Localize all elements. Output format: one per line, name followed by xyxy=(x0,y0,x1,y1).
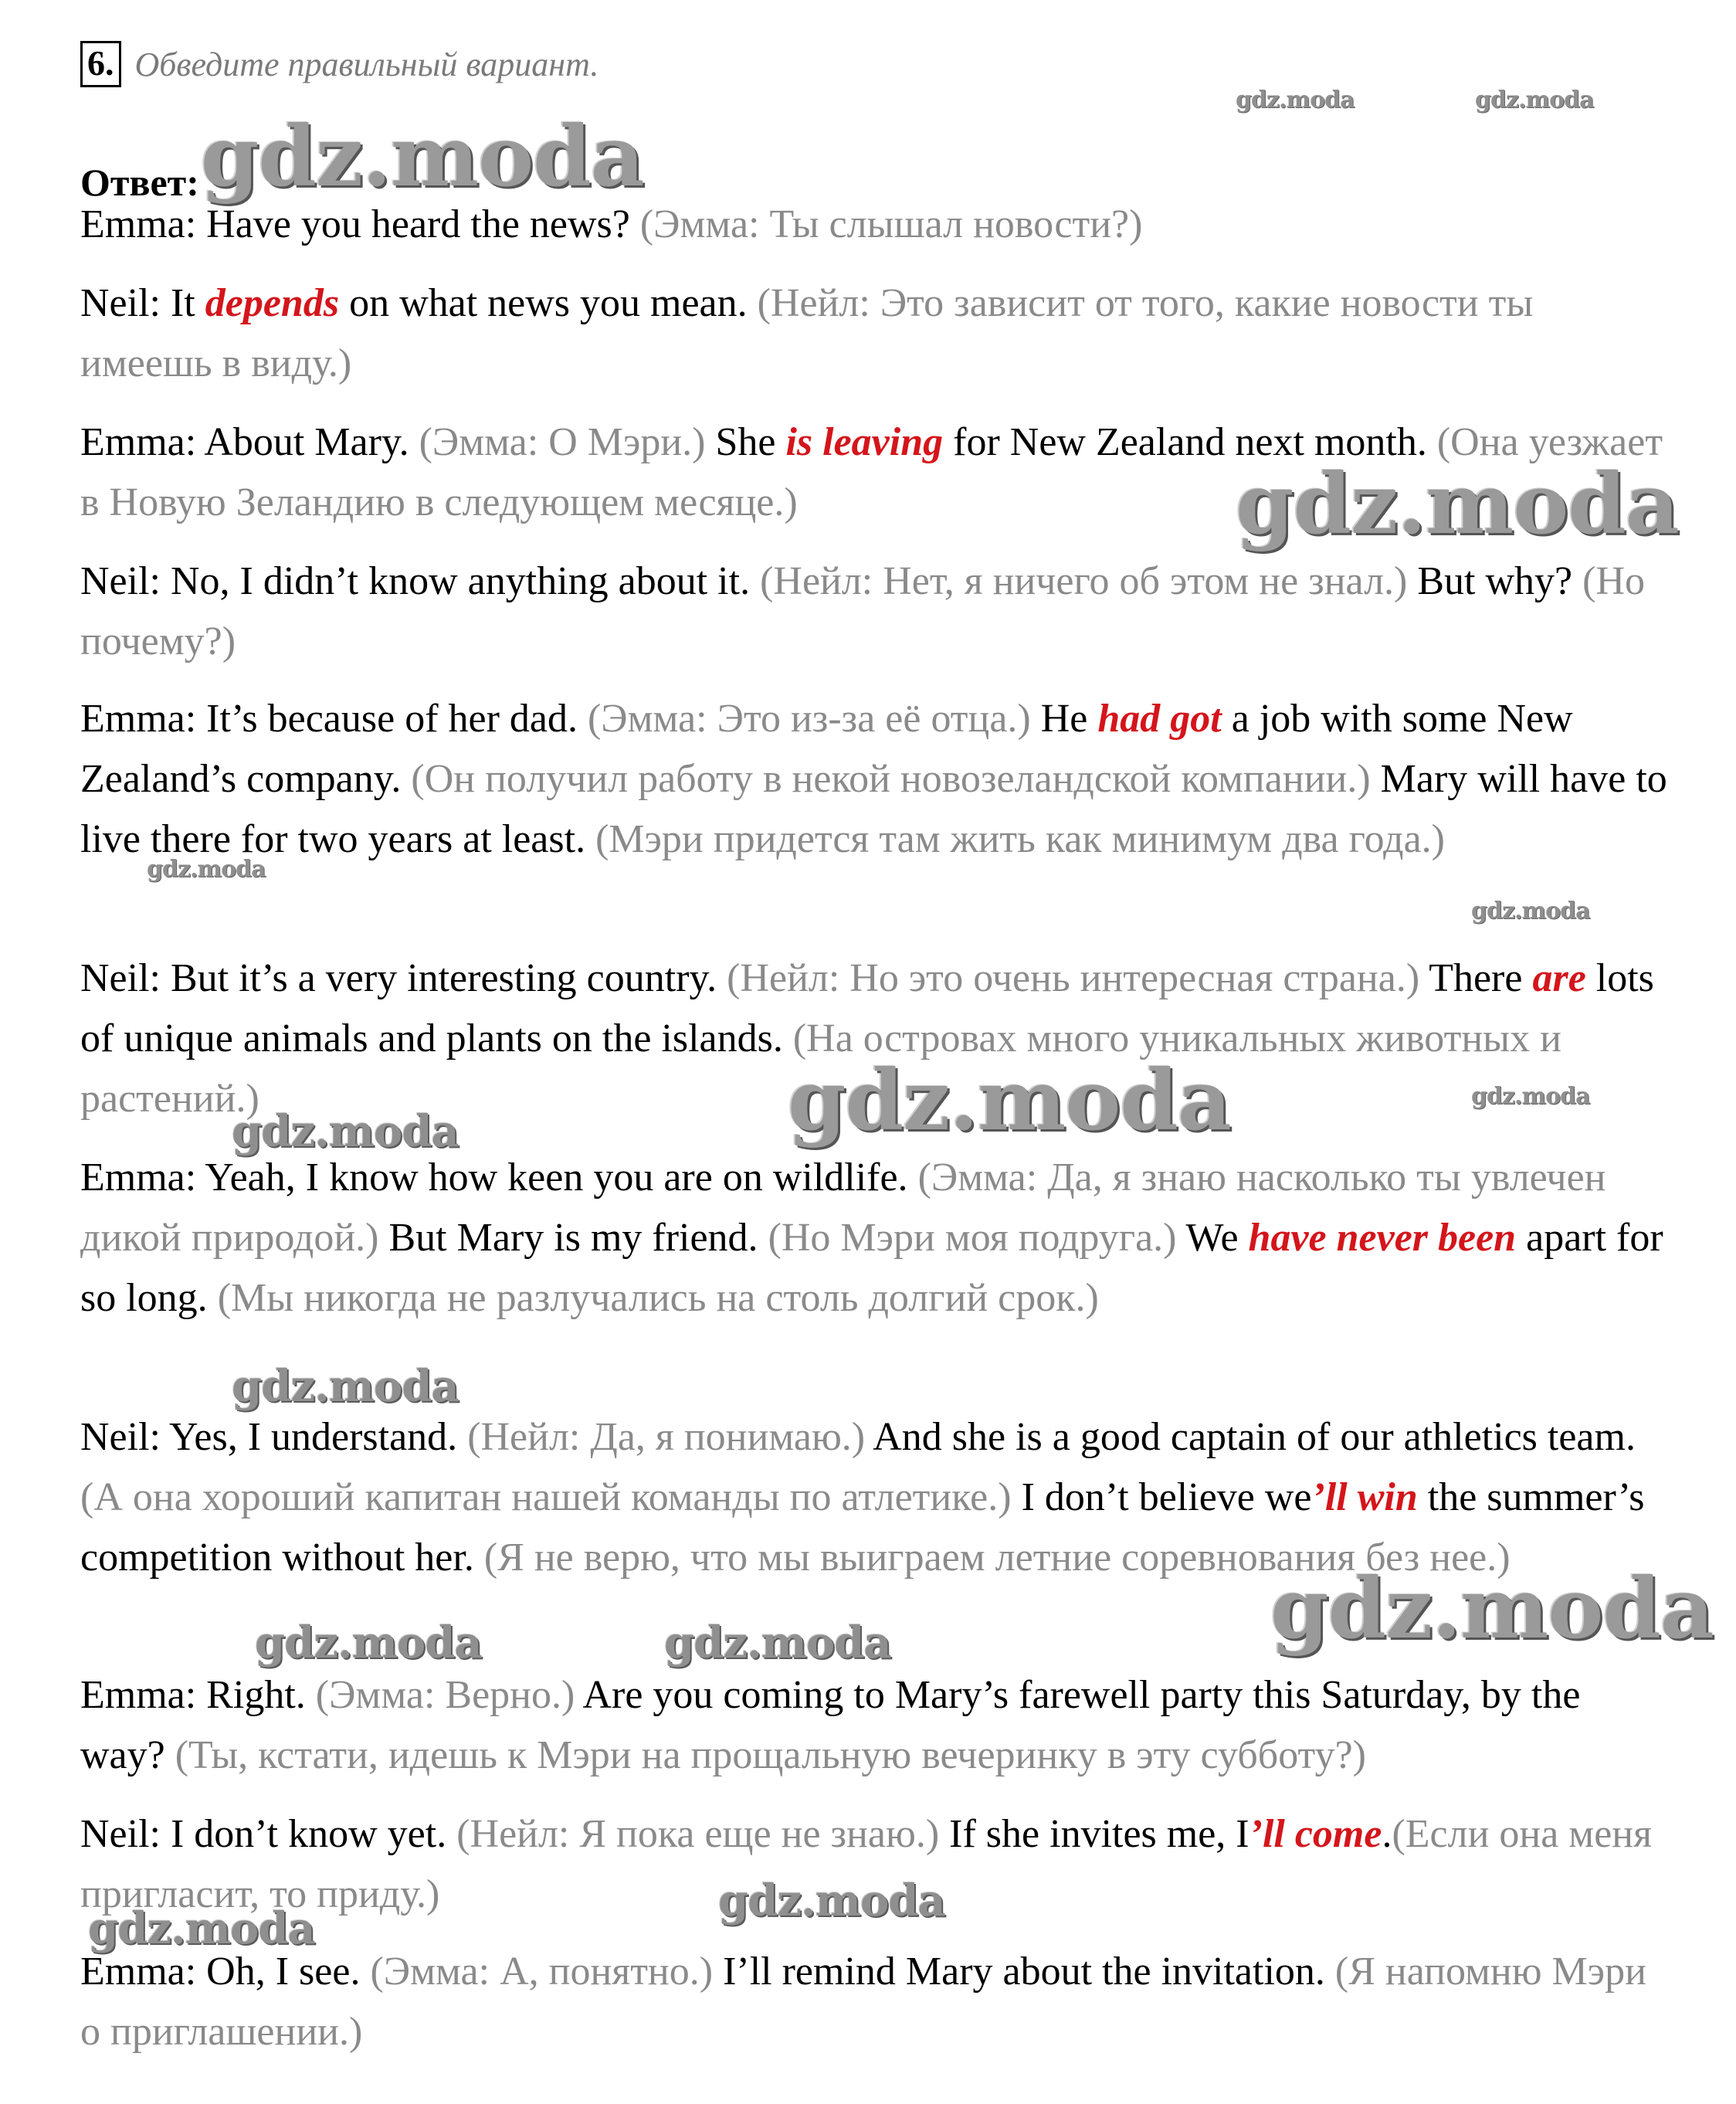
watermark-logo: gdz.moda xyxy=(1471,898,1590,925)
watermark-logo: gdz.moda xyxy=(1236,456,1679,553)
dialogue-text: But why? xyxy=(1407,559,1583,603)
translation-text: (Эмма: А, понятно.) xyxy=(370,1950,714,1994)
dialogue-text: But Mary is my friend. xyxy=(378,1216,768,1260)
dialogue-text: . xyxy=(1382,1812,1392,1856)
translation-text: (На островах много уникальных животных и растений.) xyxy=(80,1016,1561,1121)
answer-highlight: ’ll win xyxy=(1311,1475,1418,1519)
answer-label: Ответ: xyxy=(80,161,199,204)
dialogue-text: Neil: But it’s a very interesting country. xyxy=(80,956,727,1000)
translation-text: (Мэри придется там жить как минимум два года.) xyxy=(595,817,1445,861)
translation-text: (Мы никогда не разлучались на столь долгий срок.) xyxy=(217,1276,1099,1320)
answer-highlight: have never been xyxy=(1248,1216,1517,1260)
dialogue-text: Are you coming to Mary’s farewell party this Saturday, by the way? xyxy=(80,1673,1581,1777)
dialogue-text: He xyxy=(1030,697,1098,741)
watermark-logo: gdz.moda xyxy=(232,1361,459,1412)
answer-highlight: had got xyxy=(1097,697,1222,741)
translation-text: (Я напомню Мэри о приглашении.) xyxy=(80,1950,1646,2054)
translation-text: (Но Мэри моя подруга.) xyxy=(768,1216,1177,1260)
watermark-logo: gdz.moda xyxy=(664,1617,891,1668)
dialogue-text: Emma: Right. xyxy=(80,1673,316,1717)
dialogue-line xyxy=(80,1665,1671,1786)
dialogue-text: I’ll remind Mary about the invitation. xyxy=(713,1950,1335,1994)
translation-text: (Эмма: Да, я знаю насколько ты увлечен дикой природой.) xyxy=(80,1156,1606,1260)
task-header xyxy=(80,39,598,90)
dialogue-text: There xyxy=(1419,956,1533,1000)
answer-highlight: depends xyxy=(205,281,340,325)
translation-text: (Нейл: Я пока еще не знаю.) xyxy=(456,1812,940,1856)
dialogue-text: I don’t believe we xyxy=(1011,1475,1312,1519)
translation-text: (Эмма: Верно.) xyxy=(315,1673,575,1717)
dialogue-text: apart for so long. xyxy=(80,1216,1663,1320)
translation-text: (Эмма: Это из-за её отца.) xyxy=(587,697,1031,741)
watermark-logo: gdz.moda xyxy=(147,856,266,883)
translation-text: (Она уезжает в Новую Зеландию в следующем месяце.) xyxy=(80,420,1663,524)
dialogue-line xyxy=(80,1148,1671,1329)
dialogue-line xyxy=(80,551,1671,672)
answer-highlight: is leaving xyxy=(785,420,944,464)
dialogue-text: Emma: Yeah, I know how keen you are on wildlife. xyxy=(80,1156,918,1200)
dialogue-line xyxy=(80,1407,1671,1588)
dialogue-text: a job with some New Zealand’s company. xyxy=(80,697,1573,801)
dialogue-text: Emma: Oh, I see. xyxy=(80,1950,371,1994)
dialogue-line xyxy=(80,1942,1671,2062)
translation-text: (Нейл: Нет, я ничего об этом не знал.) xyxy=(760,559,1408,603)
watermark-logo: gdz.moda xyxy=(255,1617,482,1668)
translation-text: (Эмма: О Мэри.) xyxy=(419,420,706,464)
dialogue-line xyxy=(80,195,1671,255)
task-number: 6. xyxy=(80,41,121,87)
translation-text: (Нейл: Но это очень интересная страна.) xyxy=(727,956,1420,1000)
translation-text: (Я не верю, что мы выиграем летние соревнования без нее.) xyxy=(483,1536,1511,1580)
dialogue-text: If she invites me, I xyxy=(939,1812,1249,1856)
watermark-logo: gdz.moda xyxy=(1236,87,1355,114)
dialogue-text: She xyxy=(705,420,786,464)
dialogue-text: Neil: Yes, I understand. xyxy=(80,1415,468,1459)
answer-highlight: ’ll come xyxy=(1249,1812,1382,1856)
translation-text: (Если она меня пригласит, то приду.) xyxy=(80,1812,1653,1916)
translation-text: (А она хороший капитан нашей команды по атлетике.) xyxy=(80,1475,1012,1519)
dialogue-text: Emma: It’s because of her dad. xyxy=(80,697,588,741)
dialogue-line xyxy=(80,412,1671,533)
translation-text: (Ты, кстати, идешь к Мэри на прощальную вечеринку в эту субботу?) xyxy=(175,1733,1366,1777)
translation-text: (Он получил работу в некой новозеландской компании.) xyxy=(411,757,1371,801)
watermark-logo: gdz.moda xyxy=(232,1106,459,1157)
watermark-logo: gdz.moda xyxy=(1270,1560,1714,1658)
translation-text: (Но почему?) xyxy=(80,559,1645,663)
watermark-logo: gdz.moda xyxy=(1471,1083,1590,1110)
translation-text: (Нейл: Да, я понимаю.) xyxy=(467,1415,866,1459)
dialogue-text: the summer’s competition without her. xyxy=(80,1475,1645,1580)
dialogue-text: Neil: I don’t know yet. xyxy=(80,1812,457,1856)
dialogue-line xyxy=(80,273,1671,394)
translation-text: (Эмма: Ты слышал новости?) xyxy=(639,202,1143,246)
task-instruction: Обведите правильный вариант. xyxy=(134,45,599,83)
dialogue-text: Emma: Have you heard the news? xyxy=(80,202,640,246)
dialogue-line xyxy=(80,689,1671,870)
dialogue-text: Mary will have to live there for two years at least. xyxy=(80,757,1667,861)
answer-highlight: are xyxy=(1532,956,1586,1000)
dialogue-text: Neil: It xyxy=(80,281,205,325)
translation-text: (Нейл: Это зависит от того, какие новости ты имеешь в виду.) xyxy=(80,281,1534,385)
watermark-logo: gdz.moda xyxy=(88,1903,315,1954)
answer-header xyxy=(80,108,644,205)
watermark-logo: gdz.moda xyxy=(1475,87,1594,114)
dialogue-text: And she is a good captain of our athletics team. xyxy=(865,1415,1636,1459)
dialogue-text: We xyxy=(1176,1216,1249,1260)
watermark-logo: gdz.moda xyxy=(788,1052,1231,1149)
watermark-logo: gdz.moda xyxy=(718,1875,945,1926)
dialogue-line xyxy=(80,1804,1671,1925)
watermark-logo: gdz.moda xyxy=(200,108,644,205)
dialogue-text: Neil: No, I didn’t know anything about it. xyxy=(80,559,761,603)
dialogue-text: for New Zealand next month. xyxy=(943,420,1437,464)
dialogue-text: on what news you mean. xyxy=(339,281,758,325)
dialogue-text: lots of unique animals and plants on the islands. xyxy=(80,956,1654,1060)
dialogue-text: Emma: About Mary. xyxy=(80,420,419,464)
dialogue-line xyxy=(80,948,1671,1129)
